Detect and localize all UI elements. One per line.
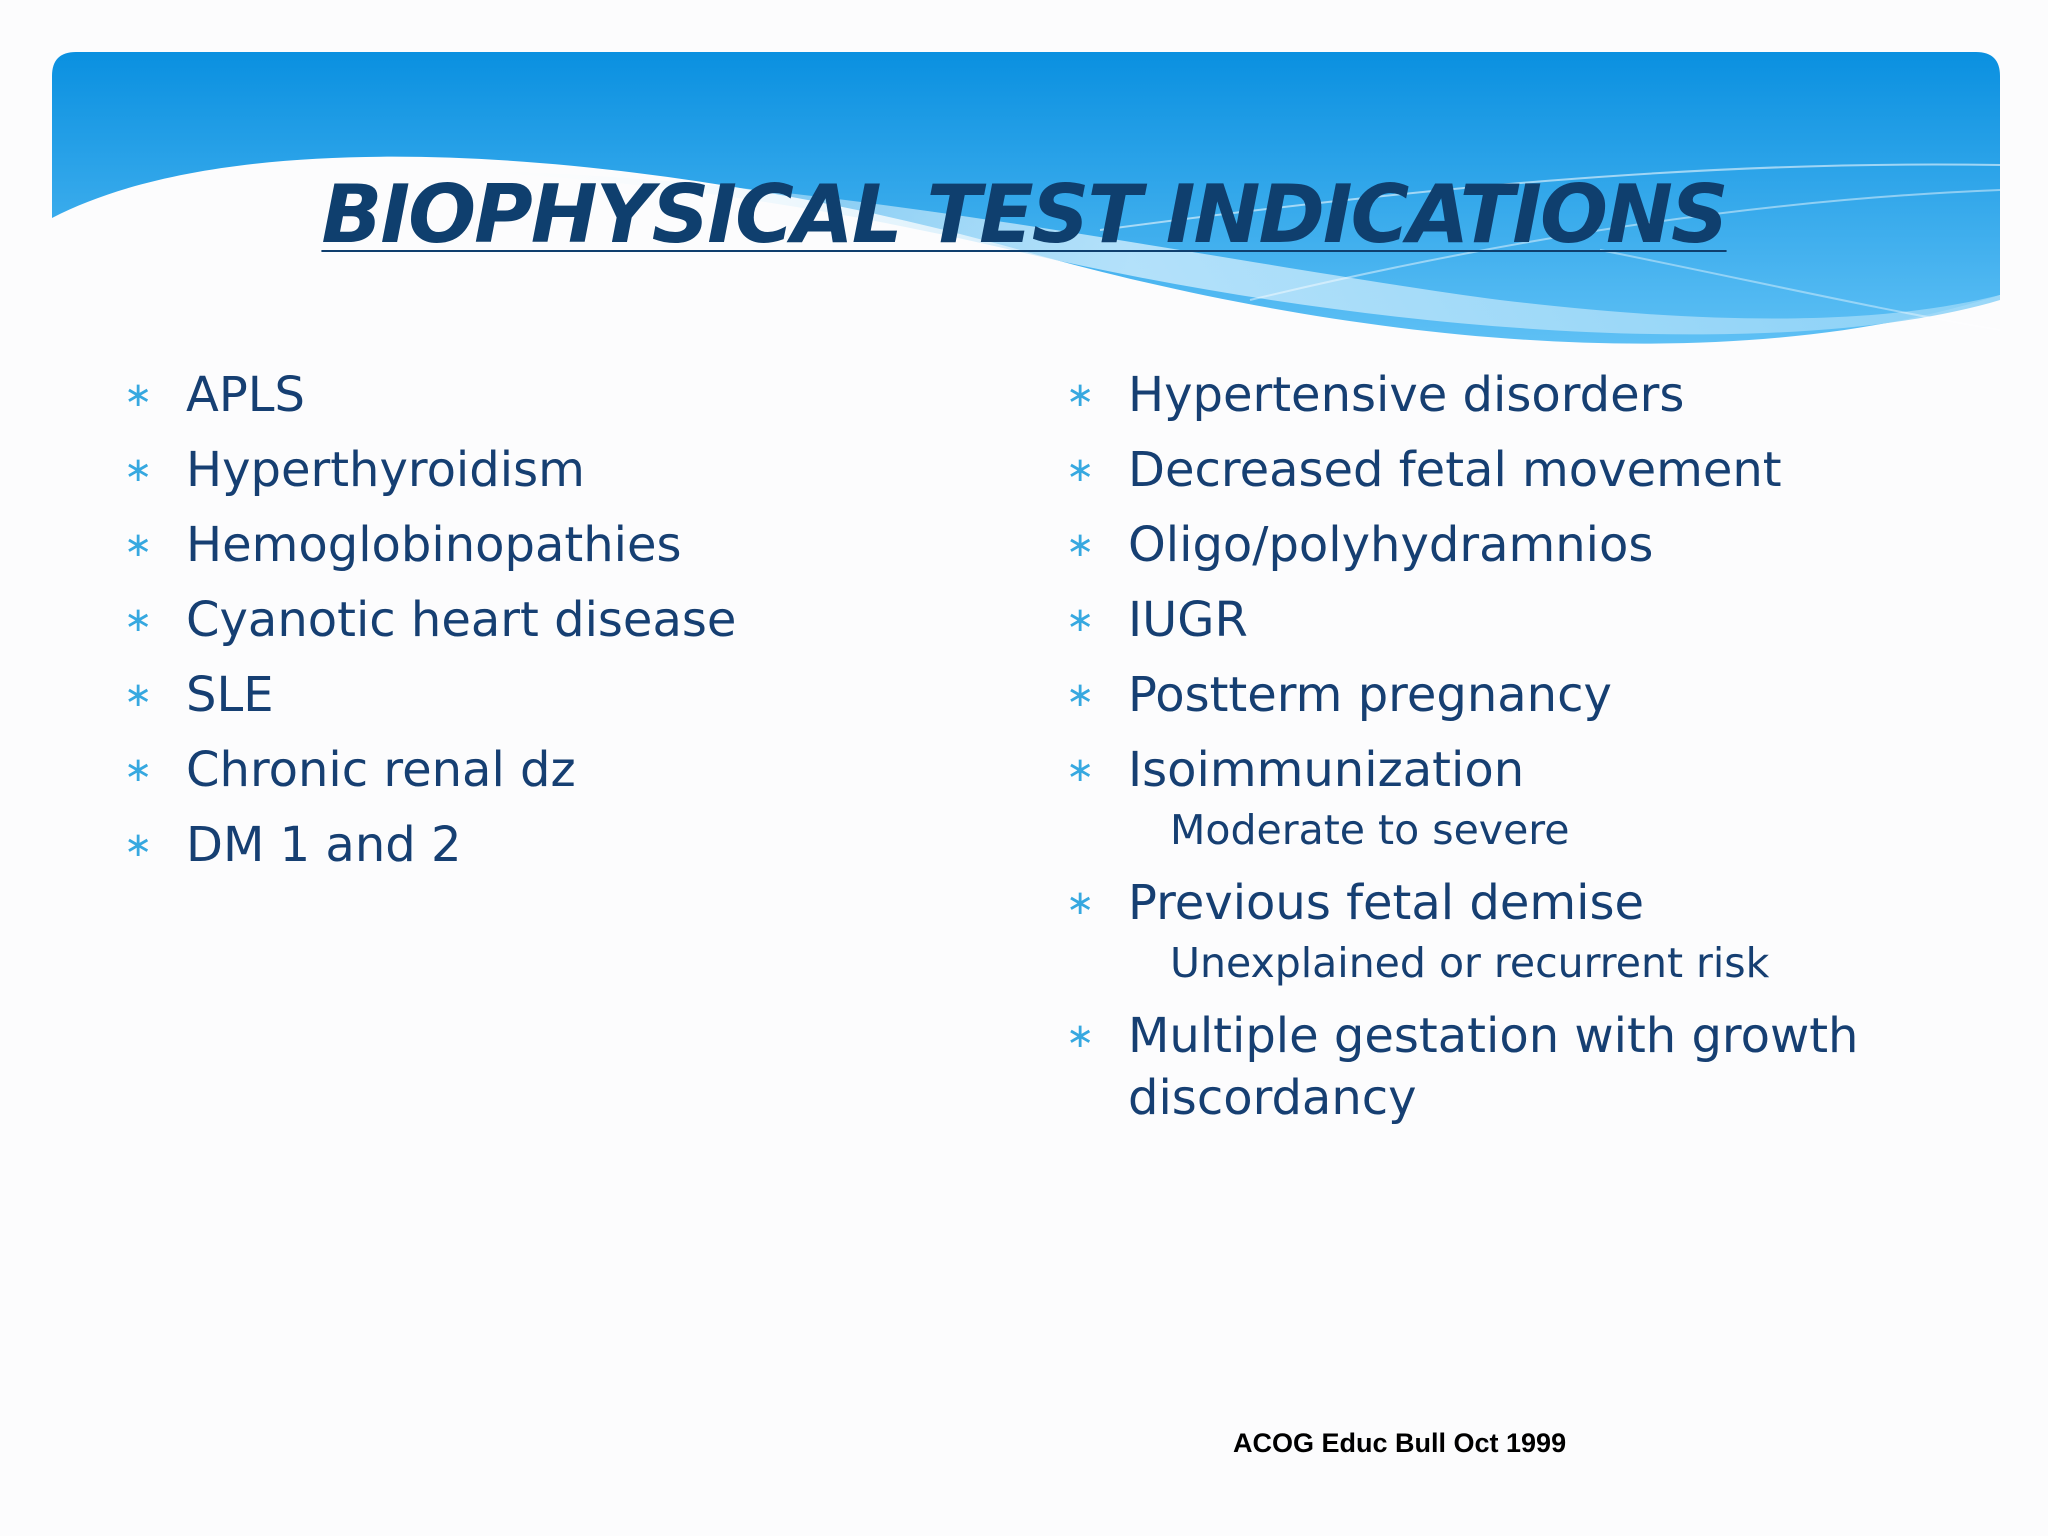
asterisk-bullet-icon: ∗	[124, 600, 153, 640]
right-indications-list	[1066, 364, 1986, 1142]
list-subitem: Moderate to severe	[1170, 806, 1570, 854]
asterisk-bullet-icon: ∗	[1066, 525, 1095, 565]
asterisk-bullet-icon: ∗	[1066, 750, 1095, 790]
asterisk-bullet-icon: ∗	[1066, 450, 1095, 490]
list-item-label: Cyanotic heart disease	[186, 592, 737, 648]
list-item-label: Hemoglobinopathies	[186, 517, 682, 573]
asterisk-bullet-icon: ∗	[1066, 1016, 1095, 1056]
list-item-label: Multiple gestation with growth discordancy	[1128, 1008, 1859, 1126]
list-item-label: Postterm pregnancy	[1128, 667, 1612, 723]
list-item-label: DM 1 and 2	[186, 817, 462, 873]
list-item-label: Decreased fetal movement	[1128, 442, 1782, 498]
asterisk-bullet-icon: ∗	[1066, 883, 1095, 923]
asterisk-bullet-icon: ∗	[124, 375, 153, 415]
list-item-label: Oligo/polyhydramnios	[1128, 517, 1654, 573]
list-item-label: Chronic renal dz	[186, 742, 576, 798]
list-item	[124, 439, 1004, 501]
asterisk-bullet-icon: ∗	[124, 750, 153, 790]
asterisk-bullet-icon: ∗	[124, 825, 153, 865]
asterisk-bullet-icon: ∗	[124, 675, 153, 715]
list-item	[124, 664, 1004, 726]
list-item-label: Previous fetal demise	[1128, 875, 1644, 931]
list-item-label: Hypertensive disorders	[1128, 367, 1685, 423]
list-item	[124, 514, 1004, 576]
asterisk-bullet-icon: ∗	[124, 450, 153, 490]
list-item	[124, 589, 1004, 651]
list-item-label: SLE	[186, 667, 274, 723]
list-item	[1066, 1005, 1986, 1129]
list-item	[1066, 364, 1986, 426]
list-item	[1066, 739, 1986, 801]
list-item-label: IUGR	[1128, 592, 1248, 648]
list-item	[124, 739, 1004, 801]
asterisk-bullet-icon: ∗	[124, 525, 153, 565]
asterisk-bullet-icon: ∗	[1066, 600, 1095, 640]
list-item-label: APLS	[186, 367, 305, 423]
list-item	[1066, 872, 1986, 934]
slide-title: BIOPHYSICAL TEST INDICATIONS	[321, 168, 1727, 261]
list-item	[124, 364, 1004, 426]
list-item-label: Hyperthyroidism	[186, 442, 585, 498]
list-item	[1066, 514, 1986, 576]
left-indications-list	[124, 364, 1004, 889]
asterisk-bullet-icon: ∗	[1066, 375, 1095, 415]
list-item	[1066, 664, 1986, 726]
asterisk-bullet-icon: ∗	[1066, 675, 1095, 715]
list-item	[124, 814, 1004, 876]
citation: ACOG Educ Bull Oct 1999	[1233, 1428, 1567, 1458]
list-subitem: Unexplained or recurrent risk	[1170, 939, 1770, 987]
list-item-label: Isoimmunization	[1128, 742, 1525, 798]
list-item	[1066, 439, 1986, 501]
list-item	[1066, 589, 1986, 651]
